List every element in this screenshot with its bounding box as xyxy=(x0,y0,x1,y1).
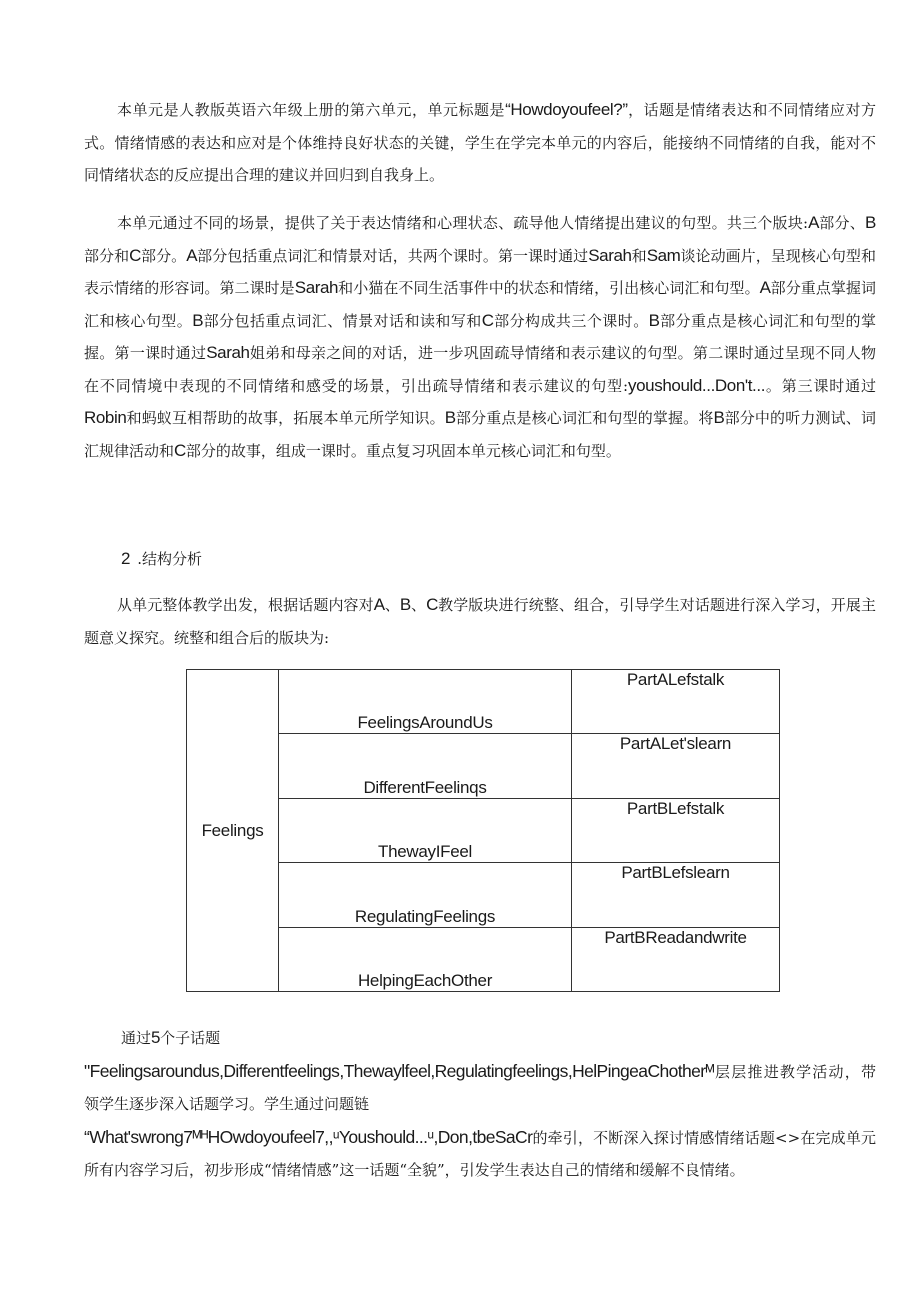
lesson-part-cell: PartBReadandwrite xyxy=(572,927,780,991)
intro-paragraph-1: 本单元是人教版英语六年级上册的第六单元，单元标题是“Howdoyoufeel?”，话题是情绪表达和不同情绪应对方式。情绪情感的表达和应对是个体维持良好状态的关键，学生在学完本单元的内容后，能接纳不同情绪的自我，能对不同情绪状态的反应提出合理的建议并回归到自我身上。 xyxy=(84,100,876,184)
lesson-part-cell: PartBLefstalk xyxy=(572,798,780,862)
lesson-part-cell: PartALet'slearn xyxy=(572,734,780,798)
subtopic-list: "Feelingsaroundus,Differentfeelings,Thewaylfeel,Regulatingfeelings,HelPingeaChotherᴹ xyxy=(84,1060,714,1081)
module-table xyxy=(186,669,780,992)
theme-cell: Feelings xyxy=(187,670,279,992)
section-number: 2 xyxy=(121,549,131,568)
subtopic-cell: FeelingsAroundUs xyxy=(279,670,572,734)
unit-title: “Howdoyoufeel?” xyxy=(505,100,628,119)
subtopic-cell: DifferentFeelinqs xyxy=(279,734,572,798)
question-chain: “What'swrong7ᴹᴴHOwdoyoufeel7,,ᵘYoushould...ᵘ,Don,tbeSaCr xyxy=(84,1126,533,1147)
subtopic-cell: HelpingEachOther xyxy=(279,927,572,991)
section-title: .结构分析 xyxy=(137,550,203,568)
lesson-part-cell: PartBLefslearn xyxy=(572,863,780,927)
subtopics-paragraph: 通过5个子话题 "Feelingsaroundus,Differentfeelings,Thewaylfeel,Regulatingfeelings,HelPingeaChotherᴹ层层推进教学活动，带领学生逐步深入话题学习。学生通过问题链 “What'swrong7ᴹᴴHOwdoyoufeel7,,ᵘYoushould...ᵘ,Don,tbeSaCr的牵引，不断深入探讨情感情绪话题<>在完成单元所有内容学习后，初步形成“情绪情感”这一话题“全貌”，引发学生表达自己的情绪和缓解不良情绪。 xyxy=(84,1028,876,1179)
intro-paragraph-2: 本单元通过不同的场景，提供了关于表达情绪和心理状态、疏导他人情绪提出建议的句型。共三个版块:A部分、B部分和C部分。A部分包括重点词汇和情景对话，共两个课时。第一课时通过Sarah和Sam谈论动画片，呈现核心句型和表示情绪的形容词。第二课时是Sarah和小猫在不同生活事件中的状态和情绪，引出核心词汇和句型。A部分重点掌握词汇和核心句型。B部分包括重点词汇、情景对话和读和写和C部分构成共三个课时。B部分重点是核心词汇和句型的掌握。第一课时通过Sarah姐弟和母亲之间的对话，进一步巩固疏导情绪和表示建议的句型。第二课时通过呈现不同人物在不同情境中表现的不同情绪和感受的场景，引出疏导情绪和表示建议的句型:youshould...Don't...。第三课时通过Robin和蚂蚁互相帮助的故事，拓展本单元所学知识。B部分重点是核心词汇和句型的掌握。将B部分中的听力测试、词汇规律活动和C部分的故事，组成一课时。重点复习巩固本单元核心词汇和句型。 xyxy=(84,213,876,460)
structure-paragraph: 从单元整体教学出发，根据话题内容对A、B、C教学版块进行统整、组合，引导学生对话题进行深入学习，开展主题意义探究。统整和组合后的版块为: xyxy=(84,595,876,647)
subtopic-cell: RegulatingFeelings xyxy=(279,863,572,927)
subtopic-cell: ThewayIFeel xyxy=(279,798,572,862)
table-row xyxy=(187,670,780,734)
section-heading xyxy=(121,547,202,571)
lesson-part-cell: PartALefstalk xyxy=(572,670,780,734)
